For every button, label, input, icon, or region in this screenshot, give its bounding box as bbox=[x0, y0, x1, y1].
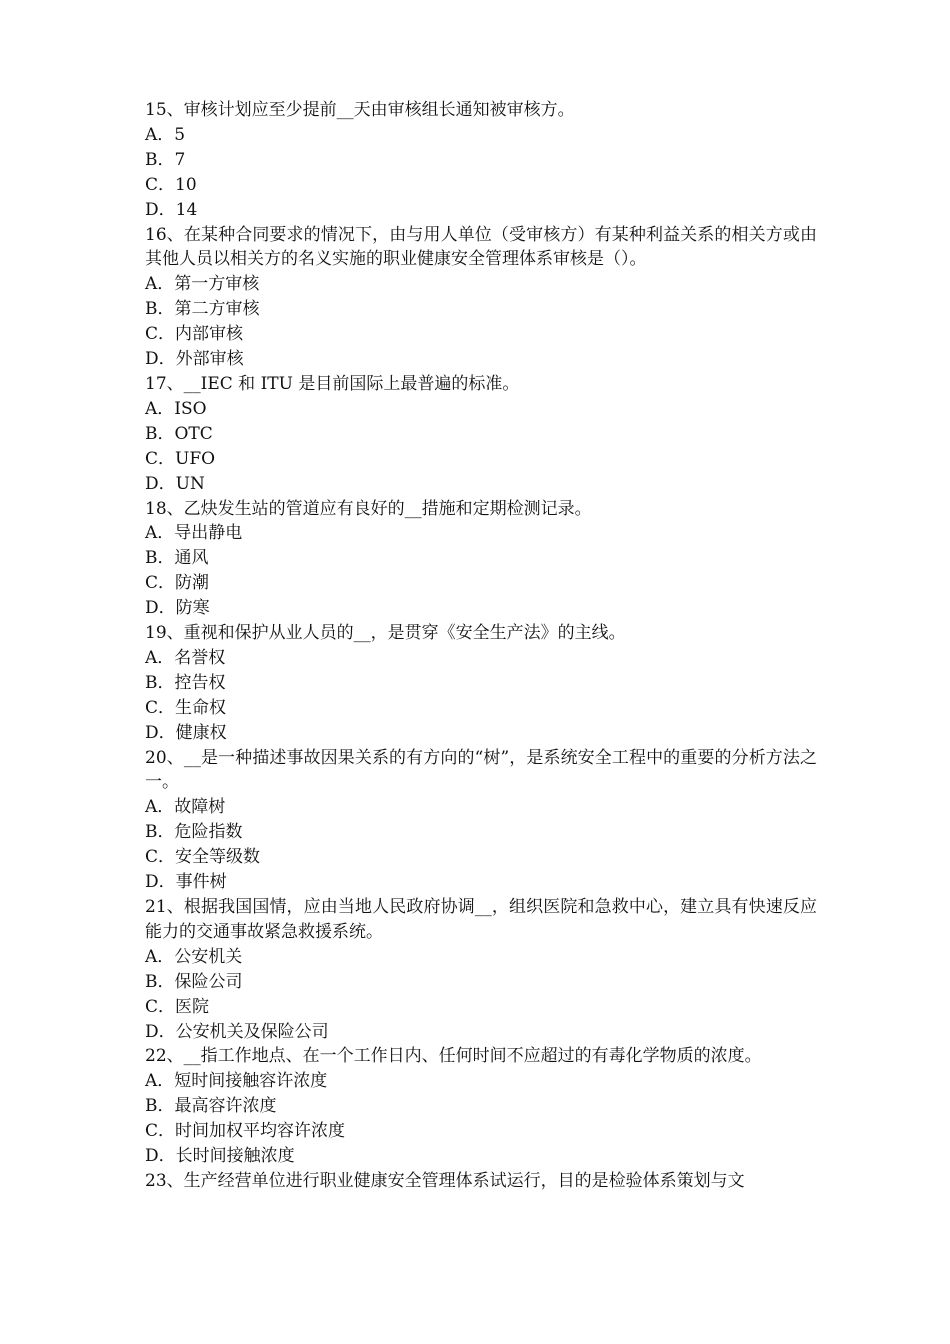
question-18 bbox=[145, 497, 817, 622]
option-d: D．公安机关及保险公司 bbox=[145, 1021, 329, 1042]
question-stem: 20、__是一种描述事故因果关系的有方向的“树”，是系统安全工程中的重要的分析方法之一。 bbox=[145, 747, 817, 793]
option-b: B．第二方审核 bbox=[145, 299, 260, 320]
option-a: A．5 bbox=[145, 124, 186, 145]
option-c: C．时间加权平均容许浓度 bbox=[145, 1121, 346, 1142]
question-15 bbox=[145, 98, 817, 223]
option-d: D．外部审核 bbox=[145, 349, 244, 370]
question-stem: 22、__指工作地点、在一个工作日内、任何时间不应超过的有毒化学物质的浓度。 bbox=[145, 1046, 762, 1067]
option-a: A．短时间接触容许浓度 bbox=[145, 1071, 328, 1092]
question-stem: 21、根据我国国情，应由当地人民政府协调__，组织医院和急救中心，建立具有快速反应能力的交通事故紧急救援系统。 bbox=[145, 897, 817, 942]
option-c: C．10 bbox=[145, 174, 197, 195]
option-a: A．公安机关 bbox=[145, 946, 243, 967]
option-b: B．保险公司 bbox=[145, 971, 243, 992]
option-b: B．危险指数 bbox=[145, 822, 243, 843]
question-stem: 17、__IEC 和 ITU 是目前国际上最普遍的标准。 bbox=[145, 373, 520, 394]
question-21 bbox=[145, 895, 817, 1044]
option-d: D．防寒 bbox=[145, 598, 210, 619]
question-stem: 19、重视和保护从业人员的__，是贯穿《安全生产法》的主线。 bbox=[145, 623, 626, 644]
question-22 bbox=[145, 1044, 817, 1169]
option-b: B．OTC bbox=[145, 423, 213, 444]
question-stem: 16、在某种合同要求的情况下，由与用人单位（受审核方）有某种利益关系的相关方或由其他人员以相关方的名义实施的职业健康安全管理体系审核是（）。 bbox=[145, 224, 817, 270]
question-stem: 18、乙炔发生站的管道应有良好的__措施和定期检测记录。 bbox=[145, 498, 592, 519]
question-17 bbox=[145, 372, 817, 497]
option-c: C．医院 bbox=[145, 996, 210, 1017]
option-b: B．最高容许浓度 bbox=[145, 1096, 277, 1117]
document-page bbox=[145, 98, 817, 1194]
option-d: D．UN bbox=[145, 473, 205, 494]
option-d: D．长时间接触浓度 bbox=[145, 1146, 295, 1167]
option-a: A．第一方审核 bbox=[145, 274, 260, 295]
option-d: D．健康权 bbox=[145, 722, 227, 743]
option-d: D．事件树 bbox=[145, 872, 227, 893]
option-c: C．生命权 bbox=[145, 697, 227, 718]
question-20 bbox=[145, 746, 817, 895]
option-d: D．14 bbox=[145, 199, 198, 220]
question-23 bbox=[145, 1169, 817, 1194]
option-c: C．UFO bbox=[145, 448, 216, 469]
option-c: C．内部审核 bbox=[145, 324, 244, 345]
question-stem: 23、生产经营单位进行职业健康安全管理体系试运行，目的是检验体系策划与文 bbox=[145, 1170, 745, 1191]
question-16 bbox=[145, 223, 817, 372]
option-b: B．通风 bbox=[145, 548, 209, 569]
option-b: B．控告权 bbox=[145, 672, 226, 693]
option-a: A．名誉权 bbox=[145, 647, 226, 668]
option-a: A．导出静电 bbox=[145, 523, 243, 544]
option-b: B．7 bbox=[145, 149, 186, 170]
option-a: A．ISO bbox=[145, 398, 207, 419]
option-c: C．安全等级数 bbox=[145, 847, 261, 868]
question-19 bbox=[145, 621, 817, 746]
question-stem: 15、审核计划应至少提前__天由审核组长通知被审核方。 bbox=[145, 100, 575, 120]
option-c: C．防潮 bbox=[145, 573, 210, 594]
option-a: A．故障树 bbox=[145, 797, 226, 818]
